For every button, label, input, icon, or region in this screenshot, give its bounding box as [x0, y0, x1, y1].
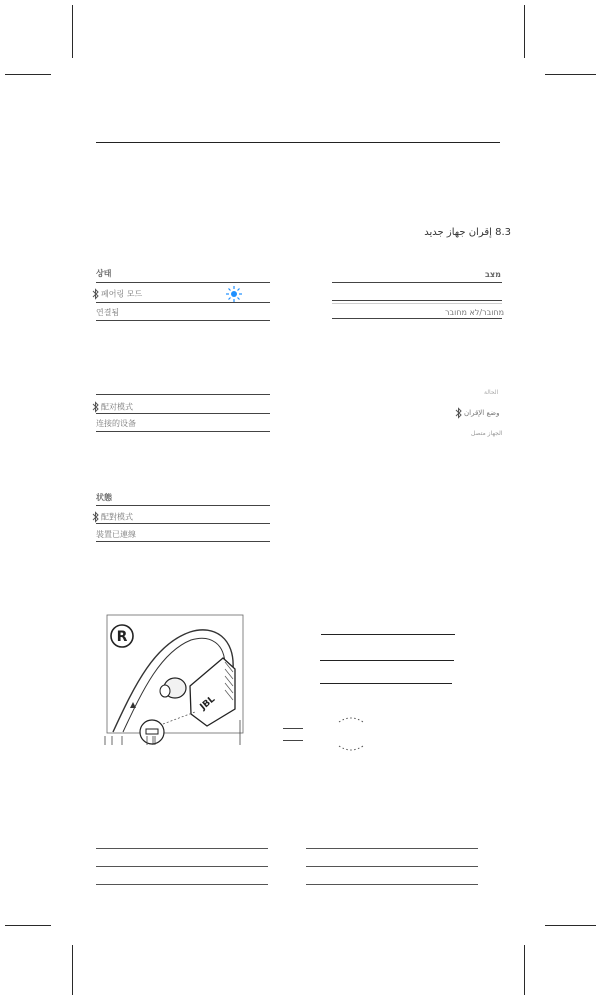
table-rule — [283, 740, 303, 741]
headset-earhook-icon — [95, 614, 245, 746]
table-header: الحالة — [484, 389, 499, 396]
brand-logo: JBL — [198, 694, 218, 713]
table-row-label: 配对模式 — [101, 402, 133, 412]
crop-mark — [72, 5, 73, 58]
table-rule — [306, 866, 478, 867]
section-number: 8.3 — [495, 227, 511, 238]
dotted-arc-icon — [336, 714, 366, 724]
right-ear-badge: R — [116, 629, 128, 645]
section-title — [424, 227, 511, 239]
table-row: מחובר/לא מחובר — [445, 308, 505, 317]
crop-mark — [72, 945, 73, 995]
table-header: 状態 — [96, 493, 112, 502]
table-rule — [306, 848, 478, 849]
table-rule — [96, 523, 270, 524]
header-rule — [96, 142, 500, 143]
table-rule — [96, 431, 270, 432]
table-rule — [96, 320, 270, 321]
bluetooth-icon — [92, 401, 99, 413]
crop-mark — [5, 925, 51, 926]
table-row: 연결됨 — [96, 308, 120, 317]
table-rule — [332, 303, 502, 304]
crop-mark — [524, 5, 525, 58]
table-rule — [332, 282, 502, 283]
table-rule — [332, 300, 502, 301]
table-rule — [96, 866, 268, 867]
table-row-label: 配對模式 — [101, 512, 133, 522]
table-row-label: 페어링 모드 — [101, 289, 143, 299]
table-row — [92, 288, 142, 300]
table-rule — [283, 728, 303, 729]
section-title-text: إقران جهاز جديد — [424, 227, 492, 238]
table-rule — [96, 505, 270, 506]
table-rule — [96, 302, 270, 303]
table-rule — [96, 541, 270, 542]
table-header: 상태 — [96, 269, 112, 278]
bluetooth-icon — [92, 511, 99, 523]
crop-mark — [5, 74, 51, 75]
table-rule — [306, 884, 478, 885]
table-row: الجهاز متصل — [471, 430, 503, 437]
table-row: 连接的设备 — [96, 419, 136, 428]
table-rule — [96, 282, 270, 283]
blinking-led-icon — [225, 285, 243, 303]
dotted-arc-icon — [336, 744, 366, 754]
table-rule — [96, 413, 270, 414]
table-row-label: وضع الإقران — [464, 409, 500, 417]
table-rule — [96, 394, 270, 395]
crop-mark — [545, 74, 596, 75]
table-rule — [96, 884, 268, 885]
crop-mark — [524, 945, 525, 995]
bluetooth-icon — [455, 407, 462, 419]
bluetooth-icon — [92, 288, 99, 300]
table-rule — [96, 848, 268, 849]
table-header: מצב — [485, 270, 501, 279]
table-row — [92, 511, 133, 523]
table-rule — [320, 660, 454, 661]
headset-illustration — [95, 614, 245, 746]
table-rule — [320, 683, 452, 684]
table-row — [92, 401, 133, 413]
table-row: 裝置已連線 — [96, 530, 136, 539]
table-row — [455, 407, 500, 419]
table-rule — [321, 634, 455, 635]
crop-mark — [545, 925, 596, 926]
table-rule — [332, 318, 502, 319]
